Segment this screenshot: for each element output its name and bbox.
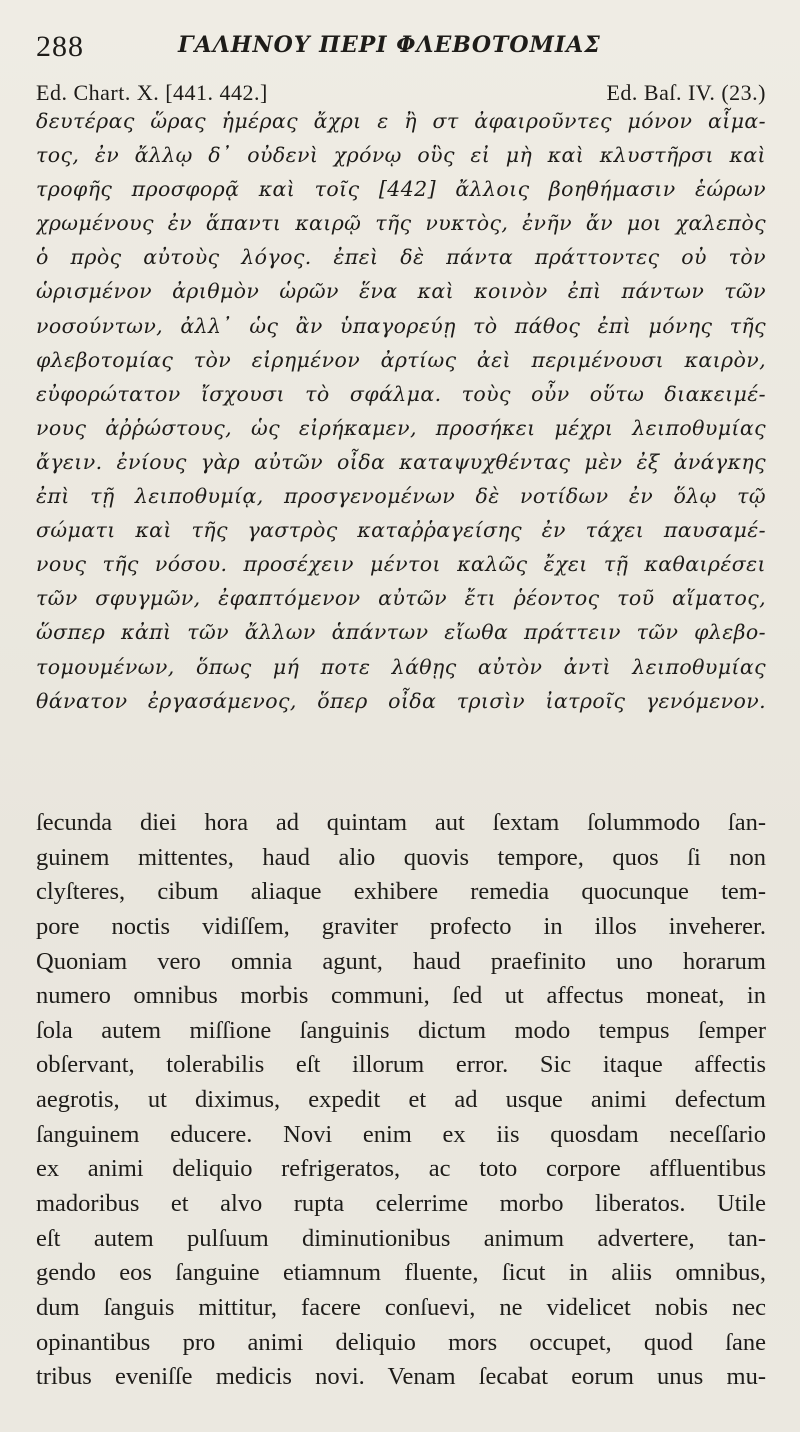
latin-text-line: Quoniam vero omnia agunt, haud praefinito uno horarum	[36, 947, 766, 975]
greek-text-line: τος, ἐν ἄλλῳ δ᾽ οὐδενὶ χρόνῳ οὓς εἰ μὴ καὶ κλυστῆρσι καὶ	[36, 143, 766, 168]
latin-text-line: madoribus et alvo rupta celerrime morbo liberatos. Utile	[36, 1190, 766, 1218]
greek-text-line: τροφῆς προσφορᾷ καὶ τοῖς [442] ἄλλοις βοηθήμασιν ἑώρων	[36, 177, 766, 202]
latin-text-line: clyſteres, cibum aliaque exhibere remedia quocunque tem-	[36, 878, 766, 906]
greek-text-line: νοσούντων, ἀλλ᾽ ὡς ἂν ὑπαγορεύῃ τὸ πάθος ἐπὶ μόνης τῆς	[36, 313, 766, 338]
greek-text-line: εὐφορώτατον ἴσχουσι τὸ σφάλμα. τοὺς οὖν οὕτω διακειμέ-	[36, 381, 766, 406]
greek-text-line: θάνατον ἐργασάμενος, ὅπερ οἶδα τρισὶν ἰατροῖς γενόμενον.	[36, 688, 766, 713]
running-title: ΓΑΛΗΝΟΥ ΠΕΡΙ ΦΛΕΒΟΤΟΜΙΑΣ	[178, 32, 601, 58]
greek-text-line: νους ἀῤῥώστους, ὡς εἰρήκαμεν, προσήκει μέχρι λειποθυμίας	[36, 415, 766, 440]
page-number: 288	[36, 30, 84, 63]
latin-text-line: eſt autem pulſuum diminutionibus animum advertere, tan-	[36, 1224, 766, 1252]
latin-text-line: aegrotis, ut diximus, expedit et ad usque animi defectum	[36, 1086, 766, 1114]
edition-reference-chartier: Ed. Chart. X. [441. 442.]	[36, 80, 268, 105]
greek-text-line: ὥσπερ κἀπὶ τῶν ἄλλων ἁπάντων εἴωθα πράττειν τῶν φλεβο-	[36, 620, 766, 645]
greek-text-block	[36, 104, 766, 718]
latin-text-line: obſervant, tolerabilis eſt illorum error. Sic itaque affectis	[36, 1051, 766, 1079]
latin-text-line: numero omnibus morbis communi, ſed ut affectus moneat, in	[36, 982, 766, 1010]
latin-text-line: dum ſanguis mittitur, facere conſuevi, ne videlicet nobis nec	[36, 1293, 766, 1321]
greek-text-line: τῶν σφυγμῶν, ἐφαπτόμενον αὐτῶν ἔτι ῥέοντος τοῦ αἵματος,	[36, 586, 766, 611]
greek-text-line: ὡρισμένον ἀριθμὸν ὡρῶν ἕνα καὶ κοινὸν ἐπὶ πάντων τῶν	[36, 279, 766, 304]
greek-text-line: ὁ πρὸς αὐτοὺς λόγος. ἐπεὶ δὲ πάντα πράττοντες οὐ τὸν	[36, 245, 766, 270]
latin-text-line: pore noctis vidiſſem, graviter profecto in illos inveherer.	[36, 912, 766, 940]
latin-text-line: ſanguinem educere. Novi enim ex iis quosdam neceſſario	[36, 1120, 766, 1148]
greek-text-line: χρωμένους ἐν ἅπαντι καιρῷ τῆς νυκτὸς, ἐνῆν ἄν μοι χαλεπὸς	[36, 211, 766, 236]
latin-text-line: ſola autem miſſione ſanguinis dictum modo tempus ſemper	[36, 1016, 766, 1044]
latin-text-line: opinantibus pro animi deliquio mors occupet, quod ſane	[36, 1328, 766, 1356]
latin-text-block	[36, 806, 766, 1395]
edition-reference-basel: Ed. Baſ. IV. (23.)	[606, 80, 766, 105]
greek-text-line: φλεβοτομίας τὸν εἰρημένον ἀρτίως ἀεὶ περιμένουσι καιρὸν,	[36, 347, 766, 372]
latin-text-line: guinem mittentes, haud alio quovis tempore, quos ſi non	[36, 843, 766, 871]
greek-text-line: νους τῆς νόσου. προσέχειν μέντοι καλῶς ἔχει τῇ καθαιρέσει	[36, 552, 766, 577]
greek-text-line: τομουμένων, ὅπως μή ποτε λάθῃς αὐτὸν ἀντὶ λειποθυμίας	[36, 654, 766, 679]
greek-text-line: ἄγειν. ἐνίους γὰρ αὐτῶν οἶδα καταψυχθέντας μὲν ἐξ ἀνάγκης	[36, 449, 766, 474]
latin-text-line: ſecunda diei hora ad quintam aut ſextam ſolummodo ſan-	[36, 809, 766, 836]
greek-text-line: σώματι καὶ τῆς γαστρὸς καταῤῥαγείσης ἐν τάχει παυσαμέ-	[36, 518, 766, 543]
latin-text-line: ex animi deliquio refrigeratos, ac toto corpore affluentibus	[36, 1155, 766, 1183]
running-head	[36, 28, 766, 68]
greek-text-line: ἐπὶ τῇ λειποθυμίᾳ, προσγενομένων δὲ νοτίδων ἐν ὅλῳ τῷ	[36, 484, 766, 509]
latin-text-line: tribus eveniſſe medicis novi. Venam ſecabat eorum unus mu-	[36, 1363, 766, 1391]
latin-text-line: gendo eos ſanguine etiamnum fluente, ſicut in aliis omnibus,	[36, 1259, 766, 1287]
greek-text-line: δευτέρας ὥρας ἡμέρας ἄχρι ε ἢ στ ἀφαιροῦντες μόνον αἷμα-	[36, 109, 766, 133]
